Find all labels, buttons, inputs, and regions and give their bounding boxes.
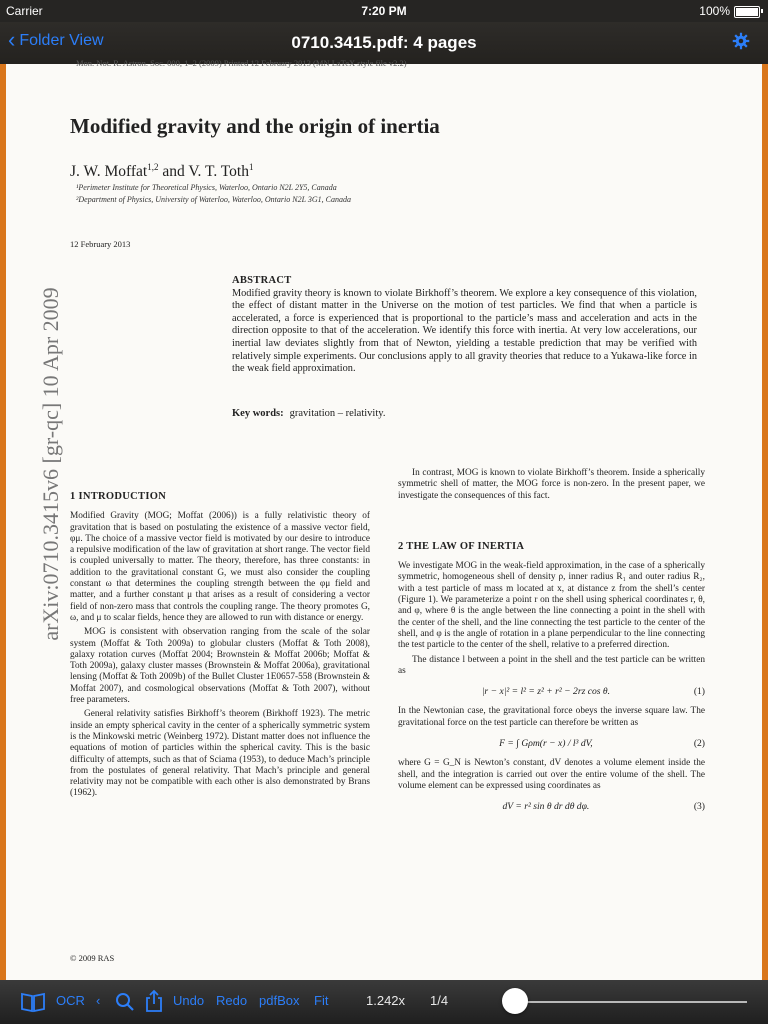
equation-2 xyxy=(398,738,705,749)
equation-1-body: |r − x|² = l² = z² + r² − 2rz cos θ. xyxy=(481,686,611,698)
running-head: Mon. Not. R. Astron. Soc. 000, 1–2 (2009) Printed 12 February 2013 (MN LaTeX style file v2.2) xyxy=(76,58,407,68)
pdf-page[interactable] xyxy=(6,58,762,980)
section-heading-law-of-inertia: 2 THE LAW OF INERTIA xyxy=(398,540,525,552)
undo-button[interactable]: Undo xyxy=(173,993,205,1008)
chevron-left-icon: ‹ xyxy=(8,27,16,52)
paragraph: The distance l between a point in the shell and the test particle can be written as xyxy=(398,654,705,676)
equation-1 xyxy=(398,686,705,697)
redo-button[interactable]: Redo xyxy=(216,993,248,1008)
equation-3-body: dV = r² sin θ dr dθ dφ. xyxy=(502,801,590,813)
copyright: © 2009 RAS xyxy=(70,953,115,963)
book-icon[interactable] xyxy=(20,991,46,1013)
author-1-affiliation: 1,2 xyxy=(147,162,159,172)
zoom-level: 1.242x xyxy=(366,993,406,1008)
paragraph: Modified Gravity (MOG; Moffat (2006)) is a fully relativistic theory of gravitation that is based on postulating the existence of a massive vector field, φμ. The choice of a massive vector field is motivated by our desire to introduce a repulsive modification of the law of gravitation at short range. The vector field is coupled universally to matter. The theory, therefore, has three constants: in addition to the gravitational constant G, we must also consider the coupling constant ω that determines the coupling strength between the φμ field and matter, and a further constant μ that arises as a result of considering a vector field of non-zero mass that controls the coupling range. The theory promotes G, ω, and μ to scalar fields, hence they are allowed to run with distance or energy. xyxy=(70,511,370,623)
battery-tip xyxy=(761,9,763,13)
prev-button[interactable]: ‹ xyxy=(96,993,101,1008)
search-icon[interactable] xyxy=(115,992,135,1012)
paragraph: MOG is consistent with observation ranging from the scale of the solar system (Moffat & Toth 2009a) to globular clusters (Moffat & Toth 2008), galaxy rotation curves (Moffat 2004; Brownstein & Moffat 2006b; Moffat & Toth 2009a), galaxy cluster masses (Brownstein & Moffat 2006a), gravitational lensing (Moffat & Toth 2009b) of the Bullet Cluster 1E0657-558 (Brownstein & Moffat 2007), and cosmological observations (Moffat & Toth 2007), without free parameters. xyxy=(70,627,370,706)
paragraph: General relativity satisfies Birkhoff’s theorem (Birkhoff 1923). The metric inside an empty spherical cavity in the center of a spherically symmetric system is the Minkowski metric (Weinberg 1972). Distant matter does not influence the equations of motion of particles within the spherical cavity. This is the basic difficulty of attempts, such as that of Sciama (1953), to deduce Mach’s principle from the postulates of general relativity. That Mach’s principle and general relativity may not be compatible with each other is also demonstrated by Brans (1962). xyxy=(70,709,370,799)
keywords-label: Key words: xyxy=(232,408,284,419)
affiliation-2: ²Department of Physics, University of Waterloo, Waterloo, Ontario N2L 3G1, Canada xyxy=(76,195,351,204)
author-1: J. W. Moffat xyxy=(70,163,148,181)
equation-3-number: (3) xyxy=(693,801,705,813)
abstract xyxy=(232,275,697,376)
paper-date: 12 February 2013 xyxy=(70,239,131,249)
equation-2-body: F = ∫ Gρm(r − x) / l³ dV, xyxy=(499,738,593,750)
keywords-value: gravitation – relativity. xyxy=(289,408,386,419)
section-heading-introduction: 1 INTRODUCTION xyxy=(70,491,167,502)
document-title: 0710.3415.pdf: 4 pages xyxy=(291,33,477,52)
paragraph: In the Newtonian case, the gravitational force obeys the inverse square law. The gravitational force on the test particle can therefore be written as xyxy=(398,706,705,728)
ocr-button[interactable]: OCR xyxy=(56,993,85,1008)
keywords xyxy=(232,408,385,419)
carrier-label: Carrier xyxy=(6,4,43,18)
bottom-toolbar xyxy=(0,980,768,1024)
battery-percentage: 100% xyxy=(699,4,730,18)
abstract-heading: ABSTRACT xyxy=(232,275,292,286)
paragraph: In contrast, MOG is known to violate Birkhoff’s theorem. Inside a spherically symmetric shell of matter, the MOG force is non-zero. In the present paper, we investigate the consequences of this fact. xyxy=(398,468,705,501)
paragraph: We investigate MOG in the weak-field approximation, in the case of a spherically symmetric, homogeneous shell of density ρ, inner radius R₁ and outer radius R₂, with a test particle of mass m located at x, at distance z from the shell’s center (Figure 1). We parameterize a point r on the shell using spherical coordinates r, θ, and φ, where θ is the angle between the line connecting a point in the shell with the center of the shell, and the line connecting the test particle to the center of the shell, and φ is the angle of rotation in a plane perpendicular to the line connecting the test particle to the center of the shell, relative to a preferred direction. xyxy=(398,561,705,651)
pdfbox-button[interactable]: pdfBox xyxy=(259,993,300,1008)
status-bar xyxy=(0,0,768,22)
fit-button[interactable]: Fit xyxy=(314,993,329,1008)
abstract-text: Modified gravity theory is known to violate Birkhoff’s theorem. We explore a key consequence of this violation, the effect of distant matter in the Universe on the motion of test particles. We find that when a particle is accelerated, a force is experienced that is proportional to the particle’s mass and acceleration and acts in the direction opposite to that of the acceleration. We identify this force with inertia. At very low accelerations, our inertial law deviates slightly from that of Newton, yielding a testable prediction that may be verified with relatively simple experiments. Our conclusions apply to all gravity theories that reduce to a Yukawa-like force in the weak field approximation. xyxy=(232,287,697,375)
clock: 7:20 PM xyxy=(361,4,407,18)
share-icon[interactable] xyxy=(145,989,163,1013)
equation-2-number: (2) xyxy=(693,738,705,750)
arxiv-stamp-text: arXiv:0710.3415v6 [gr-qc] 10 Apr 2009 xyxy=(38,287,63,641)
back-button[interactable] xyxy=(8,27,104,52)
equation-1-number: (1) xyxy=(693,686,705,698)
back-button-label: Folder View xyxy=(19,32,104,49)
author-2: V. T. Toth xyxy=(188,163,249,181)
paper-title: Modified gravity and the origin of inertia xyxy=(70,114,440,138)
left-column xyxy=(70,491,370,803)
paper-authors xyxy=(70,162,254,181)
page-slider-thumb[interactable] xyxy=(502,988,528,1014)
document-viewport[interactable] xyxy=(0,58,768,980)
right-column xyxy=(398,468,705,822)
affiliation-1: ¹Perimeter Institute for Theoretical Physics, Waterloo, Ontario N2L 2Y5, Canada xyxy=(76,183,337,192)
author-2-affiliation: 1 xyxy=(249,162,254,172)
gear-icon[interactable] xyxy=(732,32,750,50)
page-slider-track[interactable] xyxy=(515,1001,747,1003)
page-indicator: 1/4 xyxy=(430,993,449,1008)
paragraph: where G = G_N is Newton’s constant, dV denotes a volume element inside the shell, and the integration is carried out over the entire volume of the shell. The volume element can be expressed using coordinates as xyxy=(398,758,705,791)
battery-icon xyxy=(734,6,760,18)
author-and: and xyxy=(158,163,189,181)
equation-3 xyxy=(398,801,705,812)
